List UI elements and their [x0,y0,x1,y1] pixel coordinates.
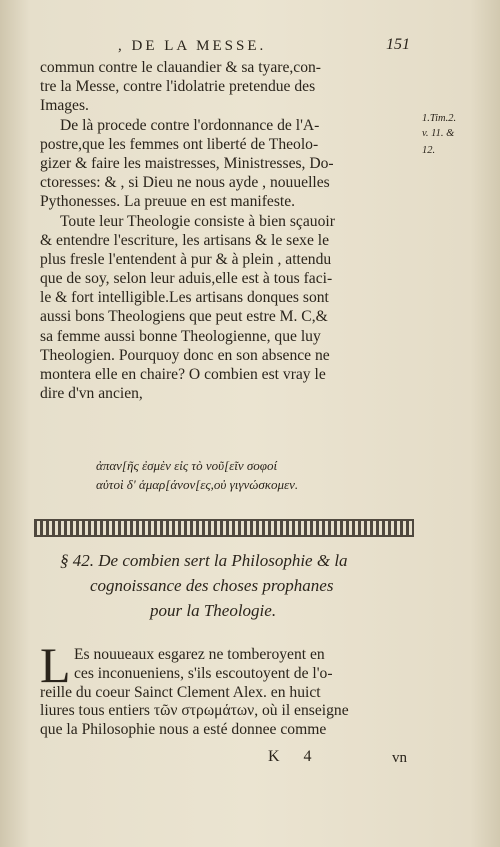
text-line: montera elle en chaire? O combien est vray le [40,366,326,383]
section-heading-line: § 42. De combien sert la Philosophie & la [60,551,348,570]
running-head: , DE LA MESSE. [118,38,267,54]
margin-note-reference: 12. [422,145,436,156]
text-line: sa femme aussi bonne Theologienne, que luy [40,327,321,345]
text-line: dire d'vn ancien, [40,385,143,403]
text-line: reille du coeur Sainct Clement Alex. en huict [40,683,321,701]
text-line: gizer & faire les maistresses, Ministresses, Do- [40,154,334,172]
text-line: postre,que les femmes ont liberté de Theolo- [40,135,319,153]
greek-line: αὐτοὶ δ' ἁμαρ[άνον[ες,οὐ γιγνώσκομεν. [96,477,299,492]
text-line: commun contre le clauandier & sa tyare,con- [40,59,321,76]
section-heading-line: pour la Theologie. [150,601,277,620]
text-line: que de soy, selon leur aduis,elle est à tous faci- [40,270,333,288]
text-line: que la Philosophie nous a esté donnee comme [40,721,327,739]
text-line: liures tous entiers τῶν στρωμάτων, où il enseigne [40,702,349,720]
section-heading-line: cognoissance des choses prophanes [90,576,334,595]
text-line: aussi bons Theologiens que peut estre M. C,& [40,308,328,326]
text-line: Images. [40,97,89,115]
catchword: vn [392,750,407,766]
text-line: Es nouueaux esgarez ne tomberoyent en [74,646,325,663]
text-line: Pythonesses. La preuue en est manifeste. [40,193,296,211]
text-line: ctoresses: & , si Dieu ne nous ayde , nouuelles [40,174,330,192]
greek-line: ἀπαν[ῆς ἐσμὲν εἰς τὸ νοῦ[εῖν σοφοί [96,458,278,473]
text-line: De là procede contre l'ordonnance de l'A- [60,116,320,134]
decorative-ornament-band [34,519,414,537]
page-number: 151 [386,36,410,53]
text-line: Toute leur Theologie consiste à bien sçauoir [60,212,335,230]
margin-note-reference: v. 11. & [422,128,455,139]
section-body [40,646,420,740]
text-line: & entendre l'escriture, les artisans & le sexe le [40,231,330,249]
body-text [40,58,412,403]
text-line: ces inconueniens, s'ils escoutoyent de l'o- [74,664,333,682]
drop-cap: L [40,637,71,693]
text-line: Theologien. Pourquoy donc en son absence ne [40,346,330,364]
text-line: plus fresle l'entendent à pur & à plein , attendu [40,250,332,268]
section-heading [40,548,420,623]
margin-note-reference: 1.Tim.2. [422,113,457,124]
text-line: le & fort intelligible.Les artisans donques sont [40,289,329,307]
text-line: tre la Messe, contre l'idolatrie pretendue des [40,78,316,96]
greek-quote [96,456,426,494]
signature-mark: K 4 [268,748,322,765]
